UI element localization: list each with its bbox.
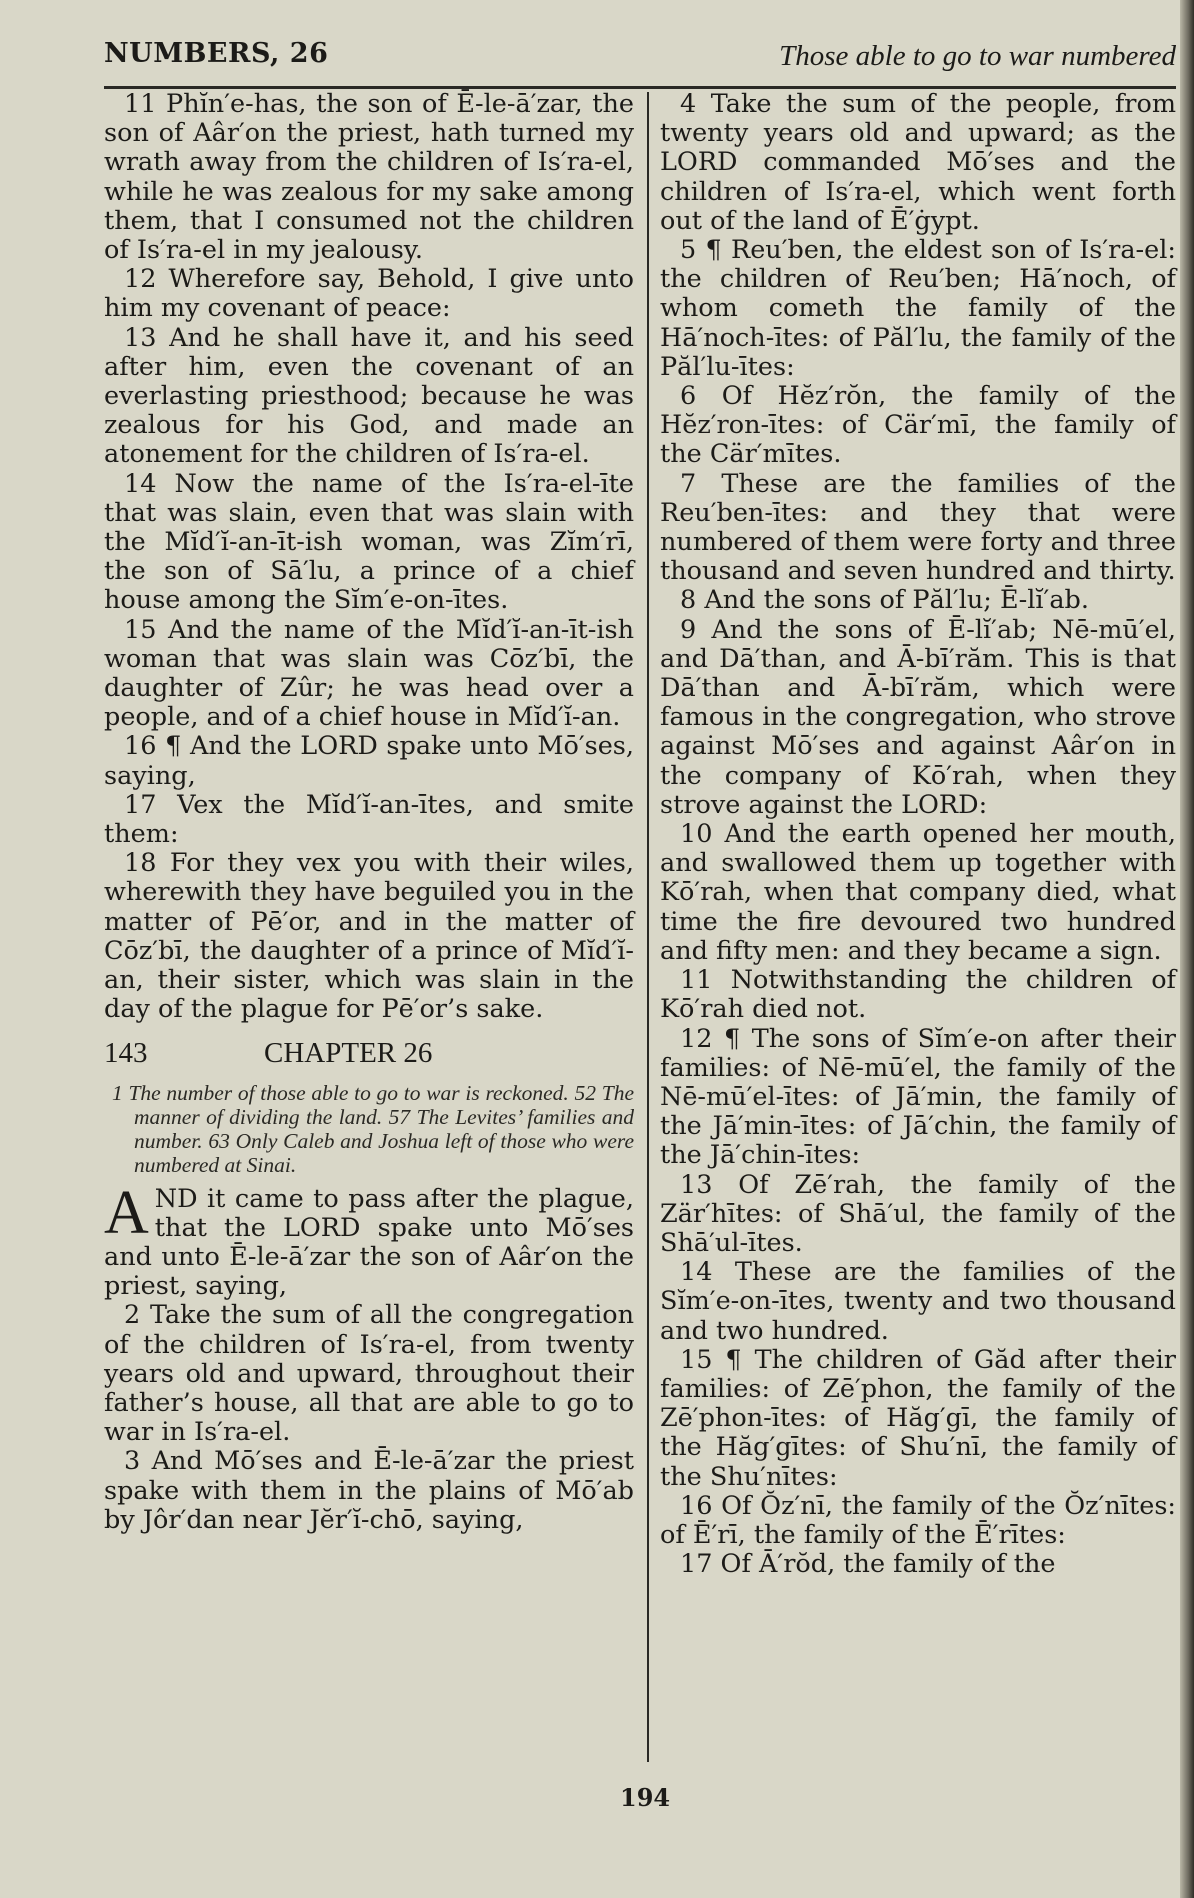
drop-cap: A (104, 1178, 149, 1247)
verse-1 (104, 1178, 634, 1302)
verse: 7 These are the families of the Reu′ben-ītes: and they that were numbered of them were forty and three thousand and seven hundred and thirty. (660, 468, 1176, 587)
verse: 12 ¶ The sons of Sĭm′e-on after their families: of Nē-mū′el, the family of the Nē-mū′el-ītes: of Jā′min, the family of the Jā′min-ītes: of Jā′chin, the family of the Jā′chin-ītes: (660, 1023, 1176, 1171)
summary-marker: 1 (112, 1080, 123, 1105)
page-edge-shadow (1180, 0, 1194, 1898)
verse: 18 For they vex you with their wiles, wherewith they have beguiled you in the matter of Pē′or, and in the matter of Cōz′bī, the daughter of a prince of Mĭd′ĭ-an, their sister, which was slain in the day of the plague for Pē′or’s sake. (104, 848, 634, 1025)
chapter-summary (104, 1081, 634, 1177)
left-column (104, 90, 634, 1535)
verse: 17 Of Ā′rŏd, the family of the (680, 1549, 1056, 1580)
verse: 14 These are the families of the Sĭm′e-on-ītes, twenty and two thousand and two hundred. (660, 1257, 1176, 1346)
verse: 16 Of Ŏz′nī, the family of the Ŏz′nītes: of Ē′rī, the family of the Ē′rītes: (660, 1490, 1176, 1550)
verse: 14 Now the name of the Is′ra-el-īte that was slain, even that was slain with the Mĭd′ĭ-an-īt-ish woman, was Zĭm′rī, the son of Sā′lu, a prince of a chief house among the Sĭm′e-on-ītes. (104, 468, 634, 616)
chapter-title: CHAPTER 26 (264, 1036, 433, 1069)
verse: 13 Of Zē′rah, the family of the Zär′hītes: of Shā′ul, the family of the Shā′ul-ītes. (660, 1169, 1176, 1258)
column-divider (647, 92, 649, 1762)
right-column (660, 90, 1176, 1579)
verse: 10 And the earth opened her mouth, and swallowed them up together with Kō′rah, when that company died, what time the fire devoured two hundred and fifty men: and they became a sign. (660, 819, 1176, 966)
verse: 4 Take the sum of the people, from twenty years old and upward; as the LORD commanded Mō′ses and the children of Is′ra-el, which went forth out of the land of Ē′ġypt. (660, 89, 1176, 236)
running-title: Those able to go to war numbered (779, 40, 1176, 72)
verse-1-text: ND it came to pass after the plague, that the LORD spake unto Mō′ses and unto Ē-le-ā′zar the son of Aâr′on the priest, saying, (104, 1183, 634, 1302)
chapter-heading (104, 1033, 634, 1071)
verse: 11 Phĭn′e-has, the son of Ē-le-ā′zar, the son of Aâr′on the priest, hath turned my wrath away from the children of Is′ra-el, while he was zealous for my sake among them, that I consumed not the children of Is′ra-el in my jealousy. (104, 89, 634, 266)
verse: 2 Take the sum of all the congregation of the children of Is′ra-el, from twenty years old and upward, throughout their father’s house, all that are able to go to war in Is′ra-el. (104, 1300, 634, 1448)
verse: 5 ¶ Reu′ben, the eldest son of Is′ra-el: the children of Reu′ben; Hā′noch, of whom cometh the family of the Hā′noch-ītes: of Păl′lu, the family of the Păl′lu-ītes: (660, 235, 1176, 382)
summary-text: The number of those able to go to war is reckoned. 52 The manner of dividing the land. 57 The Levites’ families and number. 63 Only Caleb and Joshua left of those who were numbered at Sinai. (128, 1080, 634, 1177)
verse: 11 Notwithstanding the children of Kō′rah died not. (660, 965, 1176, 1025)
verse: 13 And he shall have it, and his seed after him, even the covenant of an everlasting priesthood; because he was zealous for his God, and made an atonement for the children of Is′ra-el. (104, 322, 634, 470)
verse: 15 And the name of the Mĭd′ĭ-an-īt-ish woman that was slain was Cōz′bī, the daughter of Zûr; he was head over a people, and of a chief house in Mĭd′ĭ-an. (104, 614, 634, 733)
verse: 16 ¶ And the LORD spake unto Mō′ses, saying, (104, 731, 634, 791)
verse: 15 ¶ The children of Găd after their families: of Zē′phon, the family of the Zē′phon-ītes: of Hăg′gī, the family of the Hăg′gītes: of Shu′nī, the family of the Shu′nītes: (660, 1344, 1176, 1492)
verse: 3 And Mō′ses and Ē-le-ā′zar the priest spake with them in the plains of Mō′ab by Jôr′dan near Jĕr′ĭ-chō, saying, (104, 1446, 634, 1535)
verse: 9 And the sons of Ē-lĭ′ab; Nē-mū′el, and Dā′than, and Ā-bī′răm. This is that Dā′than and Ā-bī′răm, which were famous in the congregation, who strove against Mō′ses and against Aâr′on in the company of Kō′rah, when they strove against the LORD: (660, 614, 1176, 820)
page-header (104, 38, 1176, 78)
verse: 8 And the sons of Păl′lu; Ē-lĭ′ab. (680, 585, 1089, 616)
verse: 12 Wherefore say, Behold, I give unto him my covenant of peace: (104, 264, 634, 324)
book-chapter-heading: NUMBERS, 26 (104, 38, 329, 69)
verse: 17 Vex the Mĭd′ĭ-an-ītes, and smite them: (104, 789, 634, 850)
chapter-reference-number: 143 (104, 1036, 148, 1069)
verse: 6 Of Hĕz′rŏn, the family of the Hĕz′ron-ītes: of Cär′mī, the family of the Cär′mītes. (660, 381, 1176, 470)
page-number: 194 (620, 1783, 671, 1812)
